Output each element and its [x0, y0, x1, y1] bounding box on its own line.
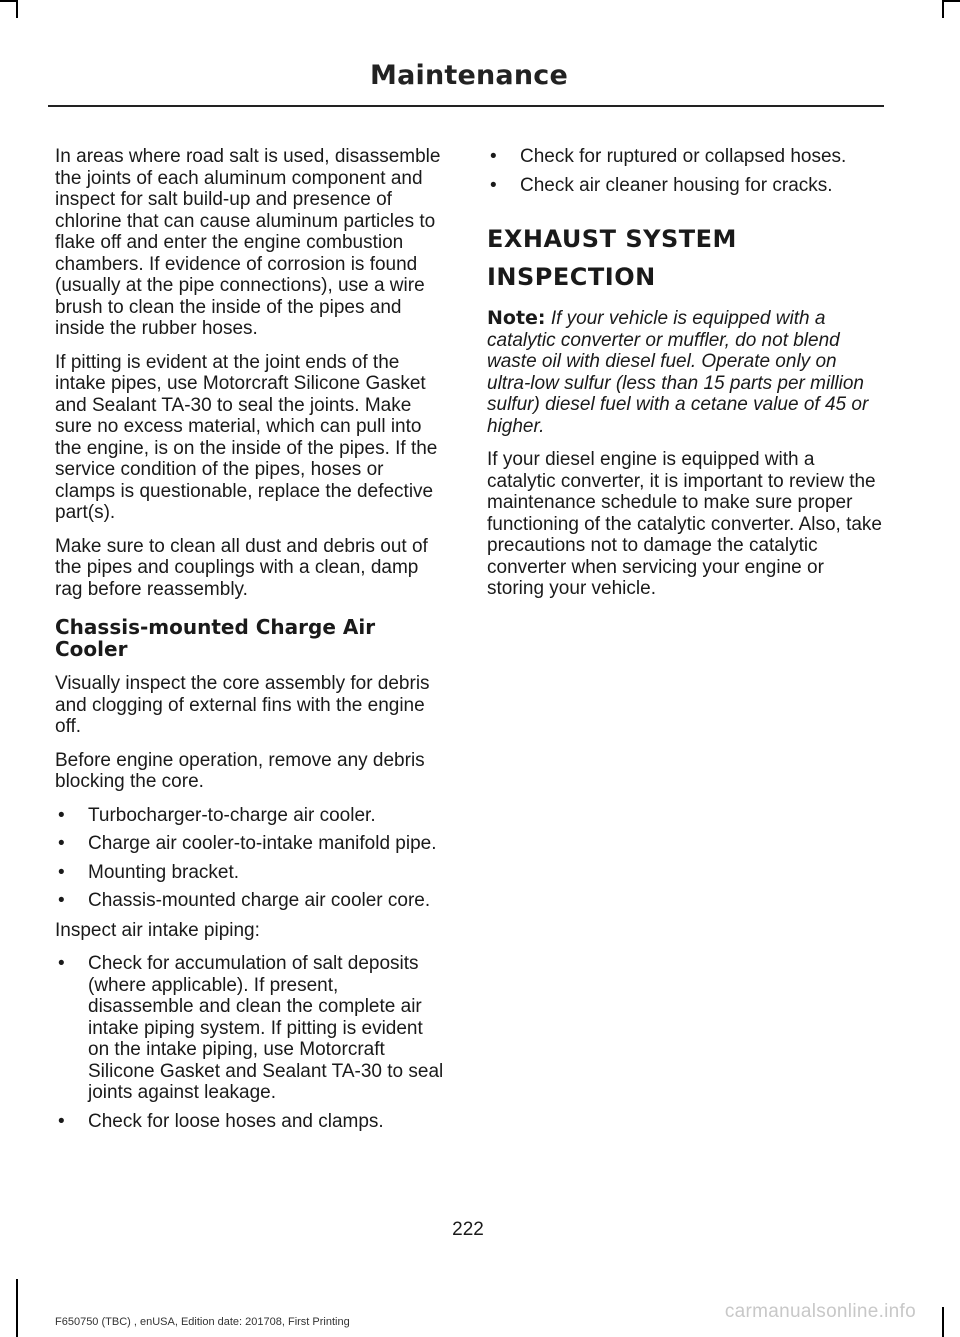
- page-title: Maintenance: [370, 60, 568, 91]
- footer-text: F650750 (TBC) , enUSA, Edition date: 201708, First Printing: [55, 1316, 350, 1328]
- list-item: [55, 862, 445, 884]
- list-item-text: Check for accumulation of salt deposits (where applicable). If present, disassemble and clean the complete air intake piping system. If pitting is evident on the intake piping, use Motorcraft Silicone Gasket and Sealant TA-30 to seal joints against leakage.: [88, 953, 444, 1103]
- list-item: [55, 890, 445, 912]
- left-column: [55, 146, 445, 1140]
- list-item: [487, 175, 882, 197]
- section-heading-line: INSPECTION: [487, 263, 656, 291]
- list-item-text: Check for loose hoses and clamps.: [88, 1110, 384, 1132]
- list-item-text: Check for ruptured or collapsed hoses.: [520, 146, 847, 167]
- bullet-icon: •: [58, 861, 65, 883]
- section-heading: Chassis-mounted Charge Air Cooler: [55, 615, 376, 661]
- list-item: [55, 953, 445, 1104]
- crop-mark: [942, 1307, 944, 1337]
- paragraph: Visually inspect the core assembly for debris and clogging of external fins with the engine off.: [55, 673, 430, 737]
- list-item-text: Mounting bracket.: [88, 861, 240, 883]
- list-item: [55, 833, 445, 855]
- section-heading: [487, 224, 882, 292]
- paragraph: Inspect air intake piping:: [55, 919, 260, 941]
- paragraph: Make sure to clean all dust and debris out of the pipes and couplings with a clean, damp rag before reassembly.: [55, 535, 428, 600]
- bullet-icon: •: [58, 953, 65, 974]
- list-item-text: Charge air cooler-to-intake manifold pipe.: [88, 833, 437, 854]
- list-item-text: Check air cleaner housing for cracks.: [520, 174, 833, 196]
- note-label: Note:: [487, 307, 546, 329]
- bullet-icon: •: [490, 174, 497, 196]
- header-divider: [48, 105, 884, 107]
- list-item-text: Chassis-mounted charge air cooler core.: [88, 890, 431, 911]
- crop-mark: [16, 1279, 18, 1337]
- list-item: [487, 146, 882, 168]
- bullet-list: [55, 953, 445, 1132]
- bullet-icon: •: [490, 146, 497, 167]
- crop-mark: [16, 0, 18, 18]
- list-item-text: Turbocharger-to-charge air cooler.: [88, 804, 376, 826]
- note-text: If your vehicle is equipped with a catalytic converter or muffler, do not blend waste oil with diesel fuel. Operate only on ultra-low sulfur (less than 15 parts per million sulfur) diesel fuel with a cetane value of 45 or higher.: [487, 308, 869, 437]
- paragraph: If your diesel engine is equipped with a catalytic converter, it is important to review the maintenance schedule to make sure proper functioning of the catalytic converter. Also, take precautions not to damage the catalytic converter when servicing your engine or storing your vehicle.: [487, 449, 883, 599]
- bullet-icon: •: [58, 804, 65, 826]
- paragraph: If pitting is evident at the joint ends of the intake pipes, use Motorcraft Silicone Gasket and Sealant TA-30 to seal the joints. Make sure no excess material, which can pull into the engine, is on the inside of the pipes. If the service condition of the pipes, hoses or clamps is questionable, replace the defective part(s).: [55, 351, 438, 523]
- section-heading-line: EXHAUST SYSTEM: [487, 225, 737, 253]
- list-item: [55, 1111, 445, 1133]
- watermark: carmanualsonline.info: [724, 1301, 916, 1322]
- list-item: [55, 805, 445, 827]
- bullet-icon: •: [58, 1110, 65, 1132]
- bullet-list: [487, 146, 882, 196]
- note: [487, 308, 882, 437]
- bullet-list: [55, 805, 445, 912]
- crop-mark: [943, 0, 960, 2]
- page-number: 222: [452, 1219, 484, 1240]
- right-column: [487, 146, 882, 612]
- crop-mark: [942, 0, 944, 18]
- paragraph: Before engine operation, remove any debris blocking the core.: [55, 749, 425, 792]
- bullet-icon: •: [58, 890, 65, 911]
- bullet-icon: •: [58, 833, 65, 854]
- paragraph: In areas where road salt is used, disassemble the joints of each aluminum component and inspect for salt build-up and presence of chlorine that can cause aluminum particles to flake off and enter the engine combustion chambers. If evidence of corrosion is found (usually at the pipe connections), use a wire brush to clean the inside of the pipes and inside the rubber hoses.: [55, 146, 441, 339]
- crop-mark: [0, 0, 17, 2]
